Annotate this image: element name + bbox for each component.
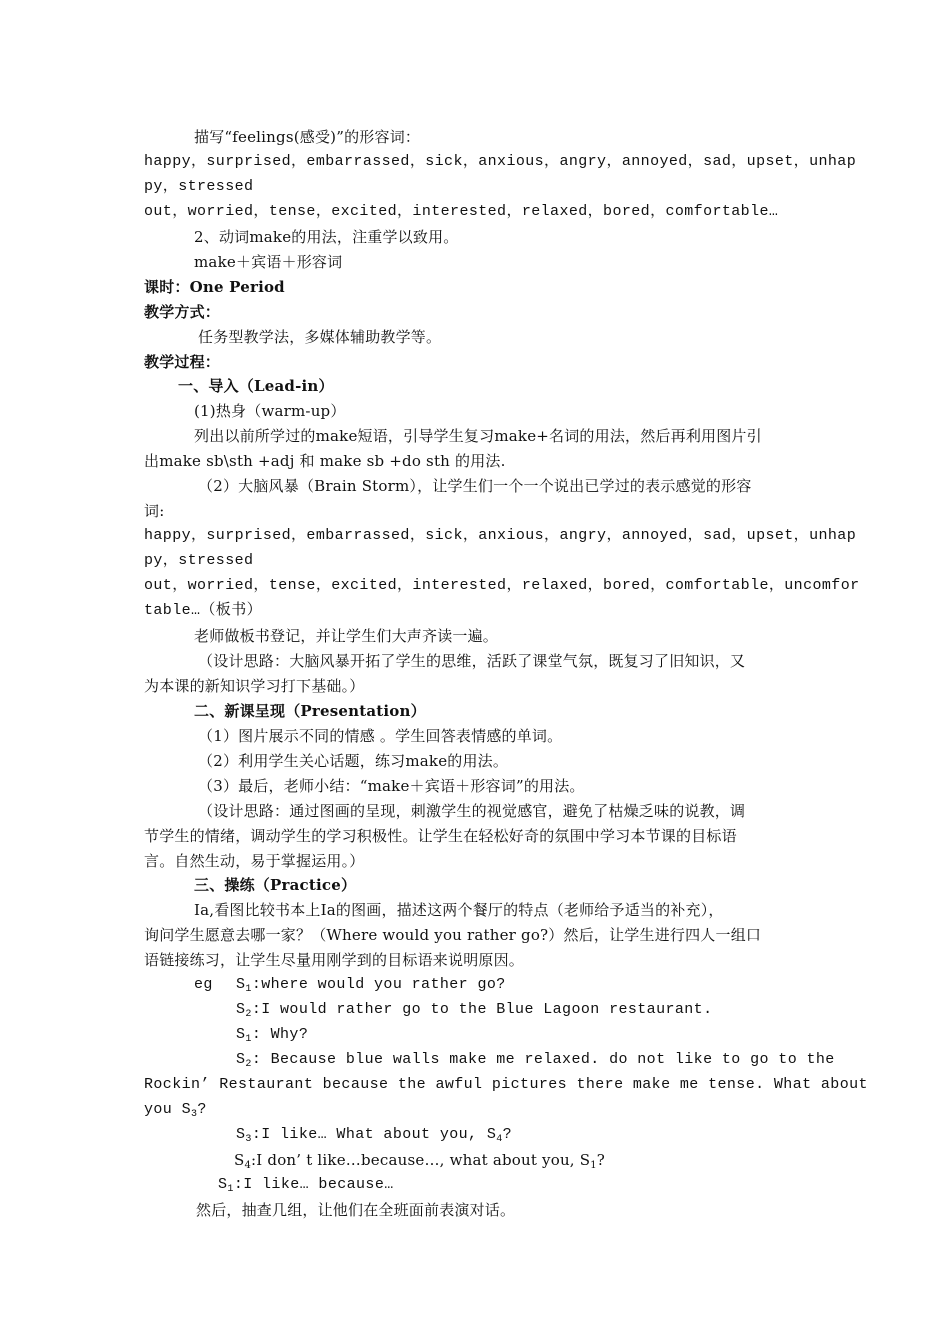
presentation-item: （2）利用学生关心话题，练习make的用法。 — [198, 752, 509, 770]
lead-in-heading: 一、导入（Lead-in） — [178, 377, 334, 395]
dialogue-line: $S_1:I$ like… because… — [218, 1176, 394, 1195]
dialogue-line: $S_3:I$ like… What about you, $S_4$? — [236, 1126, 513, 1145]
adjectives-line: py，stressed — [144, 552, 254, 569]
period-label: 课时： — [144, 278, 190, 296]
teacher-note: 老师做板书登记，并让学生们大声齐读一遍。 — [194, 627, 499, 645]
design-note: 节学生的情绪，调动学生的学习积极性。让学生在轻松好奇的氛围中学习本节课的目标语 — [144, 827, 737, 845]
adjectives-line: out，worried，tense，excited，interested，relaxed，bored，comfortable… — [144, 203, 779, 220]
method-text: 任务型教学法，多媒体辅助教学等。 — [198, 328, 442, 346]
adjectives-line: py，stressed — [144, 178, 254, 195]
adjectives-line: happy，surprised，embarrassed，sick，anxious，angry，annoyed，sad，upset，unhap — [144, 153, 857, 170]
adjectives-line: happy，surprised，embarrassed，sick，anxious，angry，annoyed，sad，upset，unhap — [144, 527, 857, 544]
warmup-label: (1)热身（warm-up） — [194, 402, 346, 420]
adjectives-heading: 描写“feelings(感受)”的形容词： — [194, 128, 421, 146]
dialogue-line: Rockin’ Restaurant because the awful pictures there make me tense. What about — [144, 1076, 868, 1093]
presentation-item: （3）最后，老师小结：“make＋宾语＋形容词”的用法。 — [198, 777, 585, 795]
example-label: eg — [194, 976, 213, 993]
brainstorm-text: 词: — [144, 502, 165, 520]
point-two: 2、动词make的用法，注重学以致用。 — [194, 228, 459, 246]
dialogue-line: $S_1:where$ would you rather go? — [236, 976, 506, 995]
warmup-text: 出make sb\sth +adj 和 make sb +do sth 的用法. — [144, 452, 506, 470]
design-note: （设计思路：大脑风暴开拓了学生的思维，活跃了课堂气氛，既复习了旧知识，又 — [198, 652, 746, 670]
presentation-item: （1）图片展示不同的情感 。学生回答表情感的单词。 — [198, 727, 563, 745]
dialogue-line: you $S_3$? — [144, 1101, 207, 1120]
practice-text: Ia,看图比较书本上Ia的图画，描述这两个餐厅的特点（老师给予适当的补充）， — [194, 901, 724, 919]
practice-heading: 三、操练（Practice） — [194, 876, 357, 894]
practice-text: 语链接练习，让学生尽量用刚学到的目标语来说明原因。 — [144, 951, 525, 969]
design-note: 言。自然生动，易于掌握运用。） — [144, 852, 365, 870]
design-note: （设计思路：通过图画的呈现，刺激学生的视觉感官，避免了枯燥乏味的说教，调 — [198, 802, 746, 820]
brainstorm-text: （2）大脑风暴（Brain Storm），让学生们一个一个说出已学过的表示感觉的形容 — [198, 477, 752, 495]
dialogue-line: $S_2:I$ would rather go to the Blue Lagoon restaurant. — [236, 1001, 713, 1020]
period-line — [144, 277, 814, 297]
dialogue-line: $S_2$: Because blue walls make me relaxed. do not like to go to the — [236, 1051, 835, 1070]
dialogue-line: $S_1$: Why? — [236, 1026, 309, 1045]
adjectives-line: table…（板书） — [144, 602, 263, 619]
presentation-heading: 二、新课呈现（Presentation） — [194, 702, 426, 720]
process-label: 教学过程： — [144, 353, 221, 371]
formula: make＋宾语＋形容词 — [194, 253, 343, 271]
warmup-text: 列出以前所学过的make短语，引导学生复习make+名词的用法，然后再利用图片引 — [194, 427, 762, 445]
dialogue-line: $S_4:I$ don’ t like…because…, what about you, $S_1$? — [234, 1151, 606, 1171]
closing-text: 然后，抽查几组，让他们在全班面前表演对话。 — [196, 1201, 516, 1219]
method-label: 教学方式： — [144, 303, 221, 321]
design-note: 为本课的新知识学习打下基础。） — [144, 677, 365, 695]
adjectives-line: out，worried，tense，excited，interested，relaxed，bored，comfortable，uncomfor — [144, 577, 860, 594]
practice-text: 询问学生愿意去哪一家？（Where would you rather go?）然后，让学生进行四人一组口 — [144, 926, 762, 944]
period-value: One Period — [189, 278, 285, 296]
